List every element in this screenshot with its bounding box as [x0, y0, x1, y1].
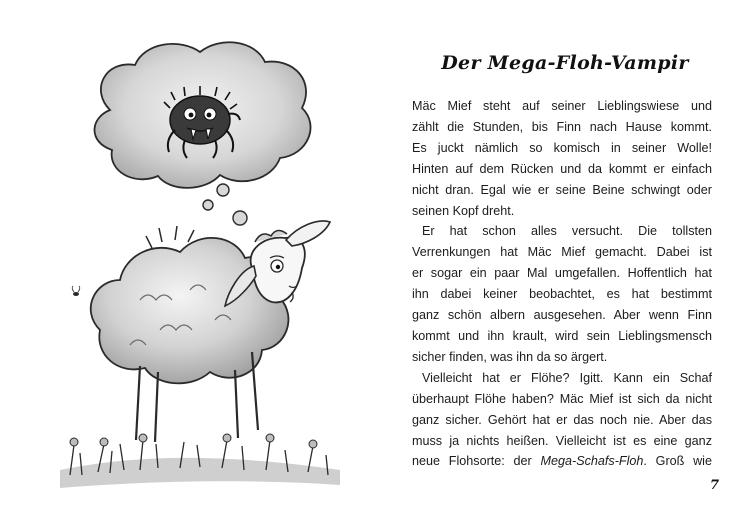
fly-icon — [72, 286, 80, 296]
text-run: . Groß wie — [643, 454, 712, 469]
text-line: Er hat schon alles versucht. Die tollsten — [422, 224, 712, 239]
text-line: Hinten auf dem Rücken und da kommt er einfach — [412, 161, 712, 176]
body-text — [412, 96, 712, 472]
meadow-grass — [60, 434, 340, 488]
text-line: Vielleicht hat er Flöhe? Igitt. Kann ein Schaf — [422, 370, 712, 385]
text-line: ihn dabei keiner beobachtet, es hat bestimmt — [412, 287, 712, 302]
text-line: Verrenkungen hat Mäc Mief gemacht. Dabei ist — [412, 245, 712, 260]
text-line: ganz schön albern ausgesehen. Aber wenn Finn — [412, 308, 712, 323]
text-line: Es juckt nämlich so komisch in seiner Wolle! — [412, 140, 712, 155]
text-line: überhaupt Flöhe haben? Mäc Mief ist sich da nicht — [412, 391, 712, 406]
chapter-title: Der Mega-Floh-Vampir — [441, 52, 689, 74]
thought-bubble-small — [217, 184, 229, 196]
text-line: zählt die Stunden, bis Finn nach Hause kommt. — [412, 119, 712, 134]
page-number: 7 — [710, 478, 720, 493]
text-line: er sogar ein paar Mal umgefallen. Hoffentlich hat — [412, 266, 712, 281]
text-run: neue Flohsorte: der — [412, 454, 541, 469]
text-line: sicher finden, was ihn da so ärgert. — [412, 349, 608, 364]
text-line-mixed — [412, 451, 712, 472]
text-line: ganz sicher. Gehört hat er das noch nie. Aber das — [412, 412, 712, 427]
emphasized-term: Mega-Schafs-Floh — [540, 454, 644, 469]
thought-bubble-large — [233, 211, 247, 225]
sheep — [91, 221, 330, 442]
text-line: Mäc Mief steht auf seiner Lieblingswiese und — [412, 99, 712, 113]
text-line: nicht dran. Egal wie er seine Beine schwingt oder — [412, 182, 712, 197]
sheep-illustration — [40, 30, 360, 500]
text-line: kommt und ihn krault, wird sein Lieblingsmensch — [412, 328, 712, 343]
text-line: seinen Kopf dreht. — [412, 203, 515, 218]
right-page — [380, 0, 750, 532]
text-line: muss ja nichts heißen. Vielleicht ist es eine ganz — [412, 433, 712, 448]
thought-bubble-medium — [203, 200, 213, 210]
